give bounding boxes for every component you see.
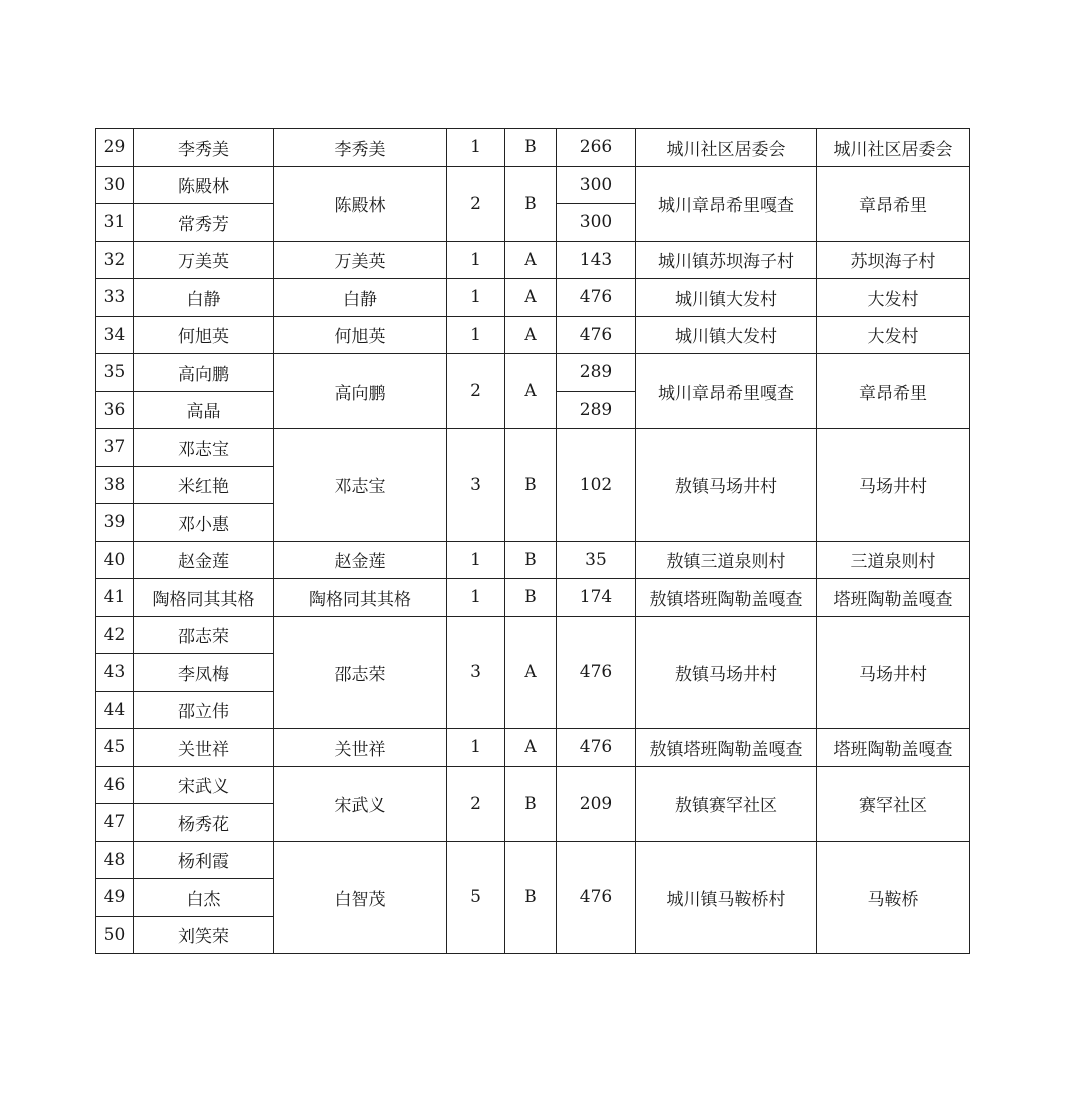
amount-cell: 102 (557, 429, 636, 542)
row-number-cell: 32 (96, 241, 134, 279)
table-row (96, 279, 970, 317)
household-size-cell: 1 (447, 541, 505, 579)
member-name-cell: 李凤梅 (134, 654, 274, 692)
row-number-cell: 37 (96, 429, 134, 467)
member-name-cell: 杨利霞 (134, 841, 274, 879)
member-name-cell: 陶格同其其格 (134, 579, 274, 617)
address-cell: 城川章昂希里嘎查 (636, 354, 817, 429)
household-head-cell: 关世祥 (274, 729, 447, 767)
household-head-cell: 高向鹏 (274, 354, 447, 429)
village-cell: 章昂希里 (817, 354, 970, 429)
amount-cell: 476 (557, 729, 636, 767)
household-head-cell: 何旭英 (274, 316, 447, 354)
member-name-cell: 常秀芳 (134, 204, 274, 242)
member-name-cell: 关世祥 (134, 729, 274, 767)
address-cell: 城川章昂希里嘎查 (636, 166, 817, 241)
member-name-cell: 白杰 (134, 879, 274, 917)
address-cell: 城川镇马鞍桥村 (636, 841, 817, 954)
row-number-cell: 35 (96, 354, 134, 392)
grade-cell: A (505, 729, 557, 767)
table-row (96, 241, 970, 279)
row-number-cell: 44 (96, 691, 134, 729)
table-body (96, 129, 970, 954)
row-number-cell: 29 (96, 129, 134, 167)
household-head-cell: 邵志荣 (274, 616, 447, 729)
household-size-cell: 1 (447, 279, 505, 317)
grade-cell: B (505, 541, 557, 579)
village-cell: 马场井村 (817, 616, 970, 729)
grade-cell: B (505, 129, 557, 167)
table-row (96, 579, 970, 617)
household-size-cell: 2 (447, 354, 505, 429)
household-size-cell: 1 (447, 129, 505, 167)
member-name-cell: 宋武义 (134, 766, 274, 804)
table-row (96, 766, 970, 804)
table-row (96, 129, 970, 167)
grade-cell: B (505, 841, 557, 954)
row-number-cell: 43 (96, 654, 134, 692)
member-name-cell: 李秀美 (134, 129, 274, 167)
grade-cell: A (505, 241, 557, 279)
grade-cell: A (505, 354, 557, 429)
row-number-cell: 39 (96, 504, 134, 542)
address-cell: 城川社区居委会 (636, 129, 817, 167)
row-number-cell: 49 (96, 879, 134, 917)
member-name-cell: 何旭英 (134, 316, 274, 354)
village-cell: 塔班陶勒盖嘎查 (817, 729, 970, 767)
row-number-cell: 40 (96, 541, 134, 579)
household-head-cell: 赵金莲 (274, 541, 447, 579)
grade-cell: B (505, 429, 557, 542)
table-row (96, 354, 970, 392)
amount-cell: 209 (557, 766, 636, 841)
beneficiary-table (95, 128, 970, 954)
member-name-cell: 米红艳 (134, 466, 274, 504)
grade-cell: B (505, 766, 557, 841)
household-size-cell: 1 (447, 316, 505, 354)
member-name-cell: 高向鹏 (134, 354, 274, 392)
village-cell: 章昂希里 (817, 166, 970, 241)
village-cell: 苏坝海子村 (817, 241, 970, 279)
household-head-cell: 白智茂 (274, 841, 447, 954)
row-number-cell: 36 (96, 391, 134, 429)
grade-cell: B (505, 579, 557, 617)
village-cell: 马鞍桥 (817, 841, 970, 954)
amount-cell: 289 (557, 354, 636, 392)
household-head-cell: 陈殿林 (274, 166, 447, 241)
household-size-cell: 1 (447, 729, 505, 767)
row-number-cell: 48 (96, 841, 134, 879)
household-head-cell: 李秀美 (274, 129, 447, 167)
village-cell: 马场井村 (817, 429, 970, 542)
amount-cell: 35 (557, 541, 636, 579)
address-cell: 城川镇大发村 (636, 316, 817, 354)
amount-cell: 266 (557, 129, 636, 167)
household-size-cell: 1 (447, 241, 505, 279)
amount-cell: 476 (557, 316, 636, 354)
row-number-cell: 46 (96, 766, 134, 804)
grade-cell: A (505, 616, 557, 729)
table-row (96, 316, 970, 354)
household-head-cell: 宋武义 (274, 766, 447, 841)
village-cell: 大发村 (817, 279, 970, 317)
village-cell: 城川社区居委会 (817, 129, 970, 167)
amount-cell: 300 (557, 204, 636, 242)
address-cell: 城川镇大发村 (636, 279, 817, 317)
row-number-cell: 50 (96, 916, 134, 954)
amount-cell: 289 (557, 391, 636, 429)
household-size-cell: 3 (447, 429, 505, 542)
member-name-cell: 刘笑荣 (134, 916, 274, 954)
address-cell: 敖镇马场井村 (636, 429, 817, 542)
row-number-cell: 33 (96, 279, 134, 317)
table-row (96, 841, 970, 879)
row-number-cell: 38 (96, 466, 134, 504)
address-cell: 敖镇马场井村 (636, 616, 817, 729)
row-number-cell: 47 (96, 804, 134, 842)
amount-cell: 143 (557, 241, 636, 279)
address-cell: 敖镇赛罕社区 (636, 766, 817, 841)
row-number-cell: 31 (96, 204, 134, 242)
row-number-cell: 30 (96, 166, 134, 204)
address-cell: 敖镇塔班陶勒盖嘎查 (636, 579, 817, 617)
member-name-cell: 赵金莲 (134, 541, 274, 579)
address-cell: 敖镇塔班陶勒盖嘎查 (636, 729, 817, 767)
household-size-cell: 3 (447, 616, 505, 729)
village-cell: 赛罕社区 (817, 766, 970, 841)
address-cell: 敖镇三道泉则村 (636, 541, 817, 579)
table-row (96, 729, 970, 767)
member-name-cell: 白静 (134, 279, 274, 317)
household-head-cell: 邓志宝 (274, 429, 447, 542)
amount-cell: 476 (557, 616, 636, 729)
table-row (96, 616, 970, 654)
row-number-cell: 45 (96, 729, 134, 767)
member-name-cell: 邓志宝 (134, 429, 274, 467)
table-row (96, 541, 970, 579)
amount-cell: 174 (557, 579, 636, 617)
grade-cell: B (505, 166, 557, 241)
amount-cell: 300 (557, 166, 636, 204)
household-head-cell: 白静 (274, 279, 447, 317)
amount-cell: 476 (557, 279, 636, 317)
member-name-cell: 陈殿林 (134, 166, 274, 204)
member-name-cell: 万美英 (134, 241, 274, 279)
grade-cell: A (505, 279, 557, 317)
table-row (96, 166, 970, 204)
village-cell: 大发村 (817, 316, 970, 354)
member-name-cell: 杨秀花 (134, 804, 274, 842)
household-size-cell: 2 (447, 166, 505, 241)
village-cell: 三道泉则村 (817, 541, 970, 579)
row-number-cell: 41 (96, 579, 134, 617)
household-size-cell: 5 (447, 841, 505, 954)
address-cell: 城川镇苏坝海子村 (636, 241, 817, 279)
household-size-cell: 2 (447, 766, 505, 841)
grade-cell: A (505, 316, 557, 354)
table-row (96, 429, 970, 467)
household-head-cell: 万美英 (274, 241, 447, 279)
village-cell: 塔班陶勒盖嘎查 (817, 579, 970, 617)
row-number-cell: 42 (96, 616, 134, 654)
member-name-cell: 邵立伟 (134, 691, 274, 729)
household-head-cell: 陶格同其其格 (274, 579, 447, 617)
amount-cell: 476 (557, 841, 636, 954)
member-name-cell: 邵志荣 (134, 616, 274, 654)
household-size-cell: 1 (447, 579, 505, 617)
row-number-cell: 34 (96, 316, 134, 354)
member-name-cell: 邓小惠 (134, 504, 274, 542)
member-name-cell: 高晶 (134, 391, 274, 429)
